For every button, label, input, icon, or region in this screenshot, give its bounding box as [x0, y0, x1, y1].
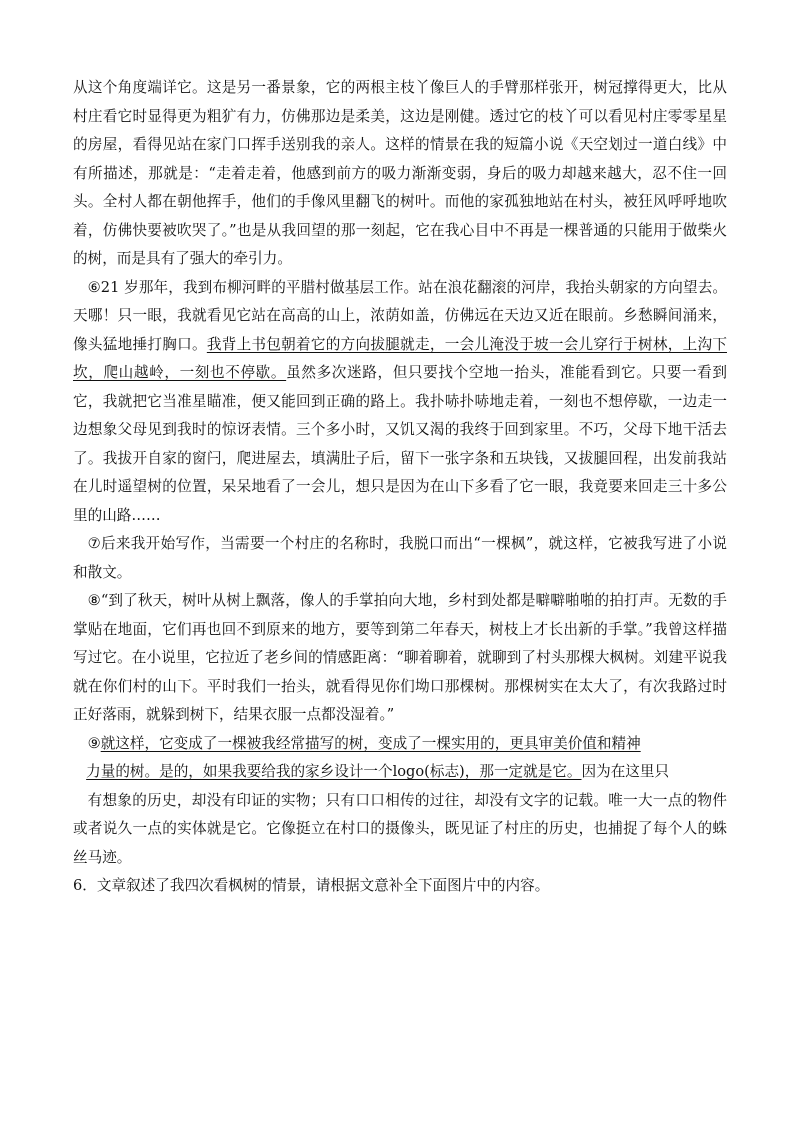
paragraph-9-line-3 — [73, 787, 727, 873]
underlined-sentence: 力量的树。是的，如果我要给我的家乡设计一个logo(标志)，那一定就是它。 — [86, 763, 582, 780]
paragraph-8 — [73, 587, 727, 730]
paragraph-number: ⑨ — [87, 734, 101, 752]
paragraph-7 — [73, 530, 727, 587]
article-body — [73, 74, 727, 901]
paragraph-text: 21 岁那年，我到布柳河畔的平腊村做基层工作。站在浪花翻滚的河岸，我抬头朝家的方向望去。天哪！只一眼，我就看见它站在高高的山上，浓荫如盖，仿佛远在天边又近在眼前。乡愁瞬间涌来，像头猛地捶打胸口。 — [73, 278, 727, 353]
paragraph-9-line-2 — [73, 758, 727, 787]
paragraph-text: “到了秋天，树叶从树上飘落，像人的手掌拍向大地，乡村到处都是噼噼啪啪的拍打声。无数的手掌贴在地面，它们再也回不到原来的地方，要等到第二年春天，树枝上才长出新的手掌。”我曾这样描写过它。在小说里，它拉近了老乡间的情感距离：“聊着聊着，就聊到了村头那棵大枫树。刘建平说我就在你们村的山下。平时我们一抬头，就看得见你们坳口那棵树。那棵树实在太大了，有次我路过时正好落雨，就躲到树下，结果衣服一点都没湿着。” — [73, 592, 727, 723]
underlined-sentence: 我背上书包朝着它的方向拔腿就走，一会儿淹没于坡一会儿穿行于树林，上沟下坎，爬山越岭，一刻也不停歇。 — [73, 335, 727, 381]
paragraph-number: ⑧ — [87, 592, 101, 609]
paragraph-text: 有想象的历史，却没有印证的实物；只有口口相传的过往，却没有文字的记载。唯一大一点的物件或者说久一点的实体就是它。它像挺立在村口的摄像头，既见证了村庄的历史，也捕捉了每个人的蛛丝马迹。 — [73, 791, 727, 866]
paragraph-6 — [73, 274, 727, 531]
paragraph-text: 虽然多次迷路，但只要找个空地一抬头，准能看到它。只要一看到它，我就把它当准星瞄准，便又能回到正确的路上。我扑哧扑哧地走着，一刻也不想停歇，一边走一边想象父母见到我时的惊讶表情。三个多小时，又饥又渴的我终于回到家里。不巧，父母下地干活去了。我拔开自家的窗闩，爬进屋去，填满肚子后，留下一张字条和五块钱，又拔腿回程，出发前我站在儿时遥望树的位置，呆呆地看了一会儿，想只是因为在山下多看了它一眼，我竟要来回走三十多公里的山路…… — [73, 364, 727, 524]
question-6 — [73, 872, 727, 901]
question-number: 6． — [73, 877, 97, 894]
question-text: 文章叙述了我四次看枫树的情景，请根据文意补全下面图片中的内容。 — [96, 877, 550, 894]
paragraph-5-continued: 从这个角度端详它。这是另一番景象，它的两根主枝丫像巨人的手臂那样张开，树冠撑得更大，比从村庄看它时显得更为粗犷有力，仿佛那边是柔美，这边是刚健。透过它的枝丫可以看见村庄零零星星的房屋，看得见站在家门口挥手送别我的亲人。这样的情景在我的短篇小说《天空划过一道白线》中有所描述，那就是：“走着走着，他感到前方的吸力渐渐变弱，身后的吸力却越来越大，忍不住一回头。全村人都在朝他挥手，他们的手像风里翻飞的树叶。而他的家孤独地站在村头，被狂风呼呼地吹着，仿佛快要被吹哭了。”也是从我回望的那一刻起，它在我心目中不再是一棵普通的只能用于做柴火的树，而是具有了强大的牵引力。 — [73, 79, 727, 267]
paragraph-text: 因为在这里只 — [581, 763, 670, 780]
paragraph-text: 后来我开始写作，当需要一个村庄的名称时，我脱口而出“一棵枫”，就这样，它被我写进了小说和散文。 — [73, 535, 727, 581]
paragraph-number: ⑥ — [87, 278, 101, 296]
paragraph-number: ⑦ — [87, 535, 101, 552]
underlined-sentence: 就这样，它变成了一棵被我经常描写的树，变成了一棵实用的，更具审美价值和精神 — [100, 734, 641, 752]
paragraph-9 — [73, 730, 727, 759]
